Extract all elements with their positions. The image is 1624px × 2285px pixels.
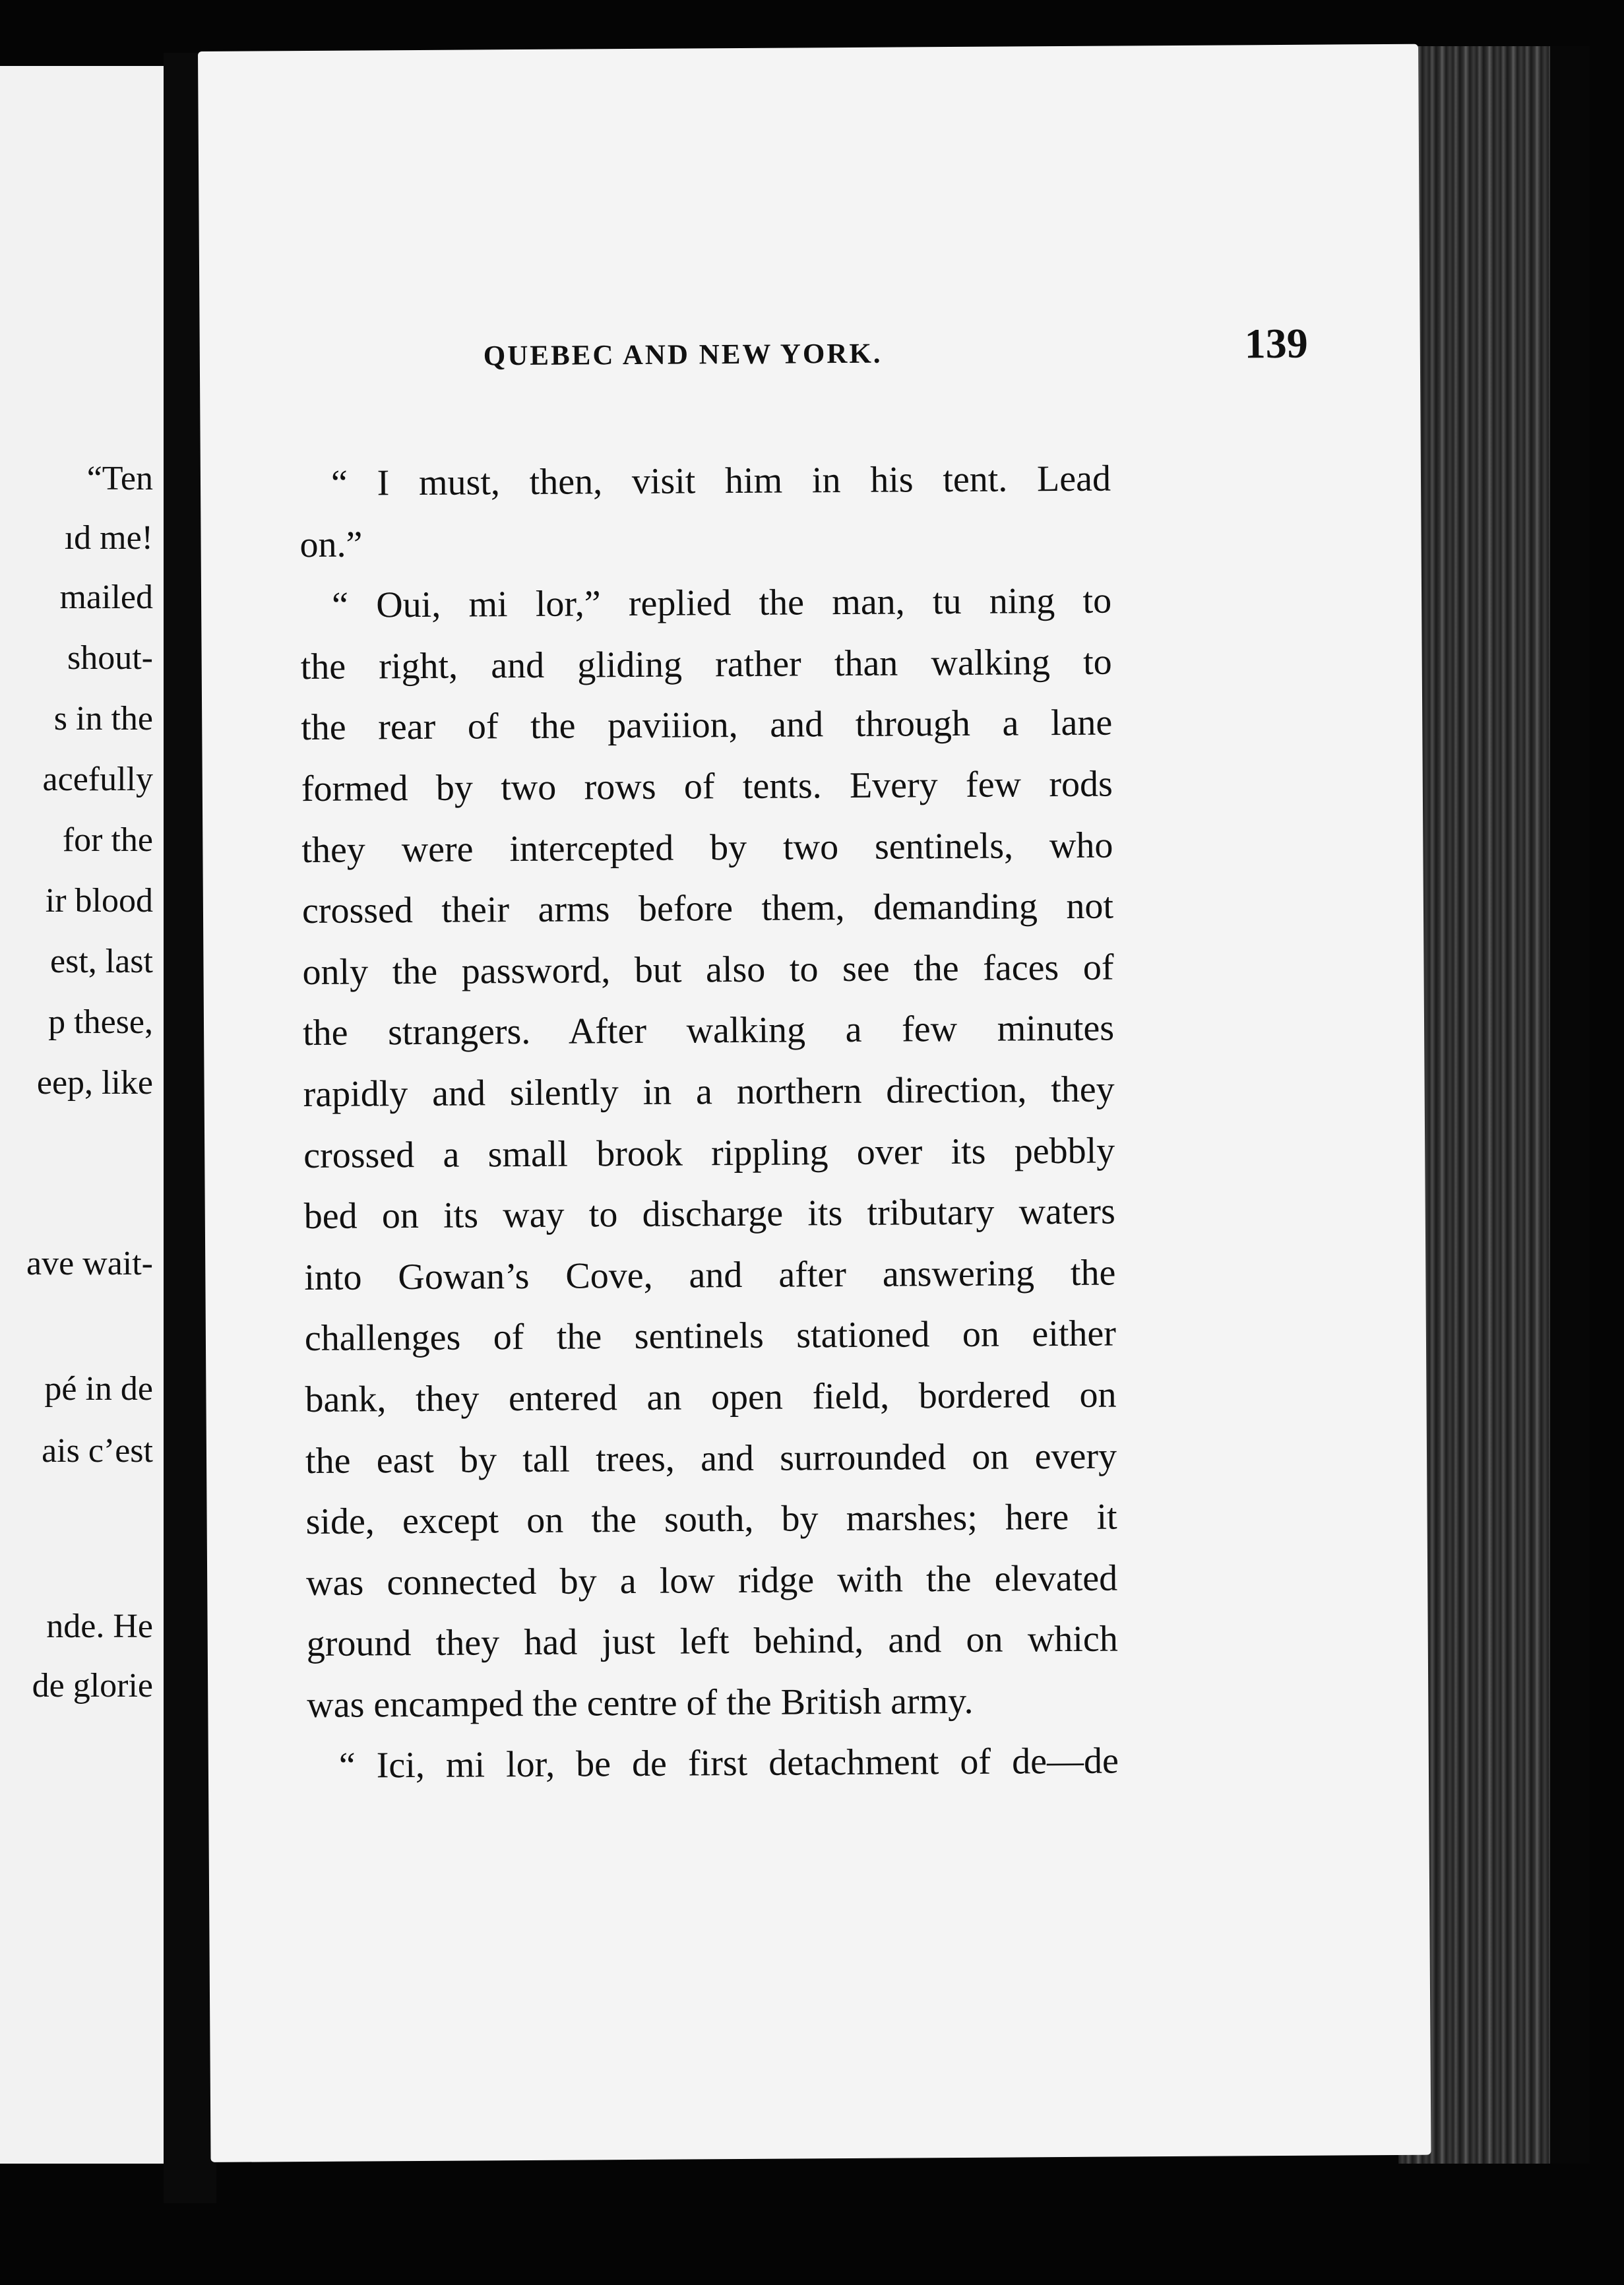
previous-page-line: mailed [59, 579, 153, 616]
text-line: “ Ici, mi lor, be de first detachment of de—de [338, 1740, 1119, 1787]
text-line: crossed a small brook rippling over its pebbly [303, 1130, 1115, 1176]
text-line: the right, and gliding rather than walking to [300, 641, 1112, 687]
text-line: on.” [299, 524, 363, 565]
body-text [299, 449, 1119, 1798]
text-line: they were intercepted by two sentinels, who [301, 825, 1113, 871]
text-line: the rear of the paviiion, and through a lane [301, 702, 1113, 749]
text-line: bank, they entered an open field, bordered on [305, 1374, 1117, 1420]
previous-page-line: est, last [50, 943, 153, 980]
running-head: QUEBEC AND NEW YORK. [483, 338, 883, 372]
text-line: was encamped the centre of the British army. [307, 1680, 974, 1726]
text-line: crossed their arms before them, demanding not [301, 885, 1114, 932]
previous-page-line: ais c’est [42, 1432, 153, 1470]
text-line: rapidly and silently in a northern direction, they [303, 1069, 1115, 1115]
text-line: side, except on the south, by marshes; here it [305, 1496, 1117, 1543]
text-line: the strangers. After walking a few minutes [302, 1007, 1115, 1054]
previous-page-line: ir blood [45, 882, 153, 920]
previous-page-line: de glorie [32, 1667, 153, 1705]
text-line: “ I must, then, visit him in his tent. Lead [330, 458, 1111, 504]
page-number: 139 [1244, 319, 1308, 367]
text-line: the east by tall trees, and surrounded on every [305, 1435, 1117, 1482]
text-line: bed on its way to discharge its tributary waters [303, 1191, 1115, 1237]
previous-page-text [0, 66, 153, 2164]
previous-page-line: p these, [48, 1003, 153, 1041]
previous-page-line: ıd me! [64, 519, 153, 557]
previous-page [0, 66, 165, 2164]
page-header [483, 319, 1308, 393]
previous-page-line: “Ten [86, 460, 153, 497]
previous-page-line: acefully [42, 761, 153, 798]
text-line: “ Oui, mi lor,” replied the man, tu ning to [331, 580, 1112, 626]
text-line: ground they had just left behind, and on which [306, 1618, 1118, 1665]
text-line: into Gowan’s Cove, and after answering the [304, 1252, 1116, 1298]
previous-page-line: nde. He [46, 1608, 153, 1645]
current-page [198, 44, 1431, 2162]
previous-page-line: eep, like [36, 1064, 153, 1102]
previous-page-line: pé in de [44, 1370, 153, 1408]
previous-page-line: ave wait- [26, 1245, 153, 1282]
previous-page-line: for the [62, 821, 153, 859]
text-line: formed by two rows of tents. Every few rods [301, 763, 1113, 810]
previous-page-line: shout- [67, 639, 153, 677]
text-line: challenges of the sentinels stationed on either [304, 1313, 1117, 1360]
previous-page-line: s in the [53, 700, 153, 737]
text-line: was connected by a low ridge with the elevated [305, 1557, 1118, 1604]
text-line: only the password, but also to see the faces of [302, 947, 1114, 993]
